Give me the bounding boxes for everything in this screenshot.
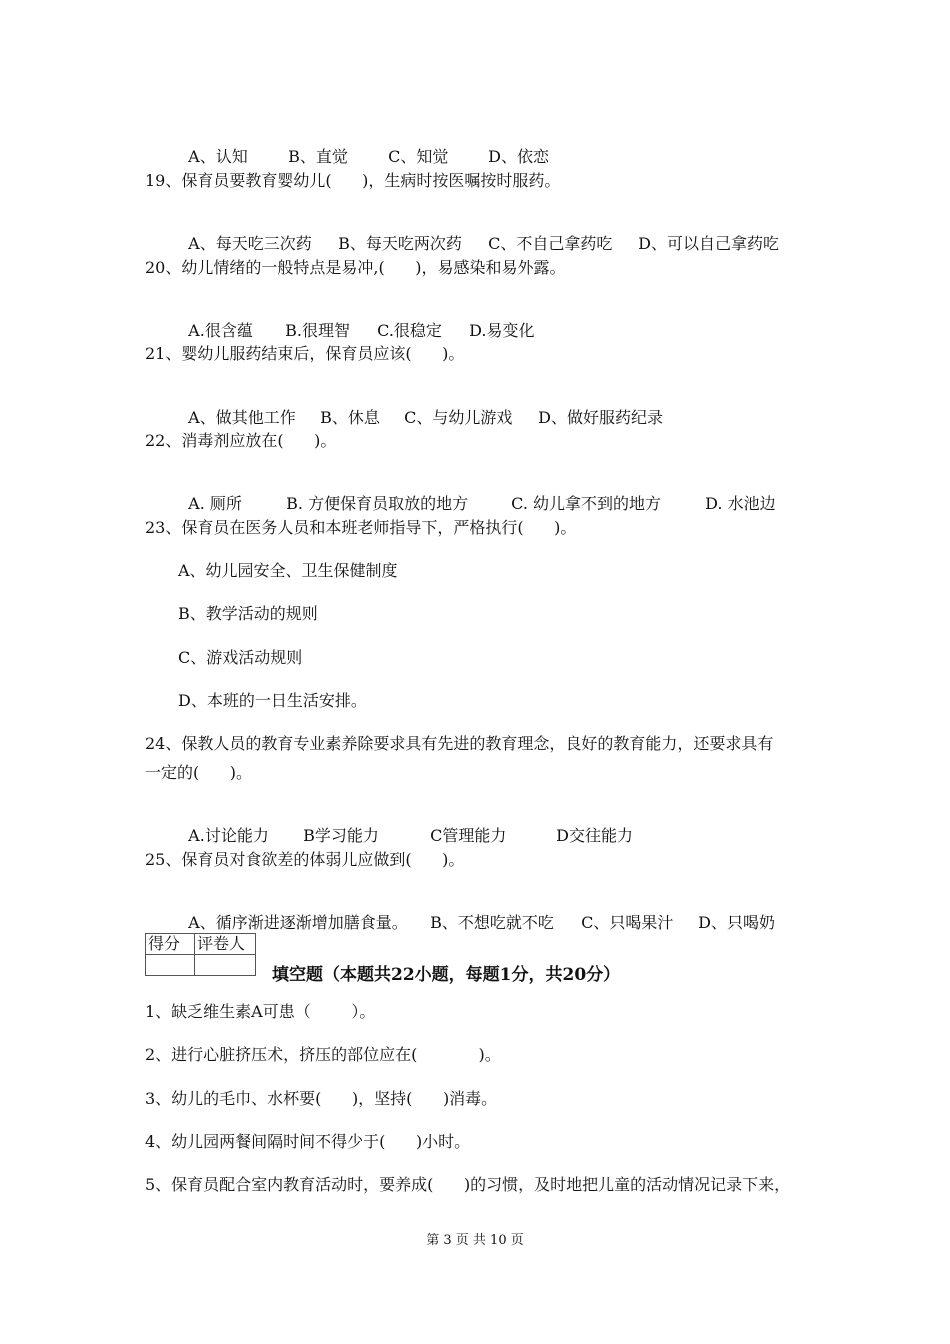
q23-option-a: A、幼儿园安全、卫生保健制度 bbox=[178, 561, 398, 580]
q18-option-d: D、依恋 bbox=[488, 147, 550, 166]
fill-item-1: 1、缺乏维生素A可患（ ）。 bbox=[145, 1002, 376, 1021]
q20-option-c: C.很稳定 bbox=[377, 321, 442, 340]
q25-option-a: A、循序渐进逐渐增加膳食量。 bbox=[188, 913, 408, 932]
q21-option-c: C、与幼儿游戏 bbox=[404, 408, 513, 427]
q24-option-a: A.讨论能力 bbox=[188, 826, 269, 845]
fill-item-2: 2、进行心脏挤压术，挤压的部位应在( )。 bbox=[145, 1045, 501, 1064]
q22-options bbox=[178, 474, 776, 514]
q21-options bbox=[178, 388, 663, 428]
fill-item-3: 3、幼儿的毛巾、水杯要( )，坚持( )消毒。 bbox=[145, 1089, 498, 1108]
q25-question: 25、保育员对食欲差的体弱儿应做到( )。 bbox=[145, 850, 465, 869]
grader-label: 评卷人 bbox=[195, 934, 256, 955]
q22-option-b: B. 方便保育员取放的地方 bbox=[286, 494, 469, 513]
q18-options bbox=[178, 127, 549, 167]
q21-option-a: A、做其他工作 bbox=[188, 408, 296, 427]
q22-option-d: D. 水池边 bbox=[705, 494, 776, 513]
score-cell[interactable] bbox=[146, 955, 195, 976]
score-box bbox=[145, 933, 256, 976]
fill-item-4: 4、幼儿园两餐间隔时间不得少于( )小时。 bbox=[145, 1132, 471, 1151]
q23-question: 23、保育员在医务人员和本班老师指导下，严格执行( )。 bbox=[145, 518, 577, 537]
q20-question: 20、幼儿情绪的一般特点是易冲,( )，易感染和易外露。 bbox=[145, 258, 566, 277]
q21-option-d: D、做好服药纪录 bbox=[538, 408, 664, 427]
q22-question: 22、消毒剂应放在( )。 bbox=[145, 431, 337, 450]
q24-question-line1: 24、保教人员的教育专业素养除要求具有先进的教育理念，良好的教育能力，还要求具有 bbox=[145, 734, 774, 753]
q19-option-b: B、每天吃两次药 bbox=[338, 234, 462, 253]
q19-option-a: A、每天吃三次药 bbox=[188, 234, 312, 253]
section-title: 填空题（本题共22小题，每题1分，共20分） bbox=[272, 965, 621, 985]
q22-option-a: A. 厕所 bbox=[188, 494, 242, 513]
q20-options bbox=[178, 301, 535, 341]
q19-option-d: D、可以自己拿药吃 bbox=[638, 234, 780, 253]
q20-option-b: B.很理智 bbox=[285, 321, 351, 340]
q25-option-b: B、不想吃就不吃 bbox=[430, 913, 554, 932]
q18-option-b: B、直觉 bbox=[288, 147, 348, 166]
grader-cell[interactable] bbox=[195, 955, 256, 976]
q25-option-d: D、只喝奶 bbox=[698, 913, 776, 932]
q24-options bbox=[178, 806, 633, 846]
q20-option-d: D.易变化 bbox=[469, 321, 535, 340]
q18-option-a: A、认知 bbox=[188, 147, 248, 166]
q24-option-c: C管理能力 bbox=[430, 826, 507, 845]
q24-option-b: B学习能力 bbox=[303, 826, 379, 845]
q19-options bbox=[178, 214, 779, 254]
q19-option-c: C、不自己拿药吃 bbox=[488, 234, 613, 253]
score-label: 得分 bbox=[146, 934, 195, 955]
q23-option-d: D、本班的一日生活安排。 bbox=[178, 691, 367, 710]
q19-question: 19、保育员要教育婴幼儿( )，生病时按医嘱按时服药。 bbox=[145, 171, 561, 190]
q24-question-line2: 一定的( )。 bbox=[145, 763, 253, 782]
q23-option-c: C、游戏活动规则 bbox=[178, 648, 303, 667]
q22-option-c: C. 幼儿拿不到的地方 bbox=[511, 494, 662, 513]
q21-option-b: B、休息 bbox=[320, 408, 380, 427]
q25-options bbox=[178, 893, 775, 933]
q25-option-c: C、只喝果汁 bbox=[581, 913, 674, 932]
q20-option-a: A.很含蕴 bbox=[188, 321, 253, 340]
q24-option-d: D交往能力 bbox=[556, 826, 634, 845]
q18-option-c: C、知觉 bbox=[388, 147, 449, 166]
q23-option-b: B、教学活动的规则 bbox=[178, 604, 318, 623]
page-footer: 第 3 页 共 10 页 bbox=[426, 1233, 524, 1248]
q21-question: 21、婴幼儿服药结束后，保育员应该( )。 bbox=[145, 344, 465, 363]
fill-item-5: 5、保育员配合室内教育活动时，要养成( )的习惯，及时地把儿童的活动情况记录下来， bbox=[145, 1175, 791, 1194]
